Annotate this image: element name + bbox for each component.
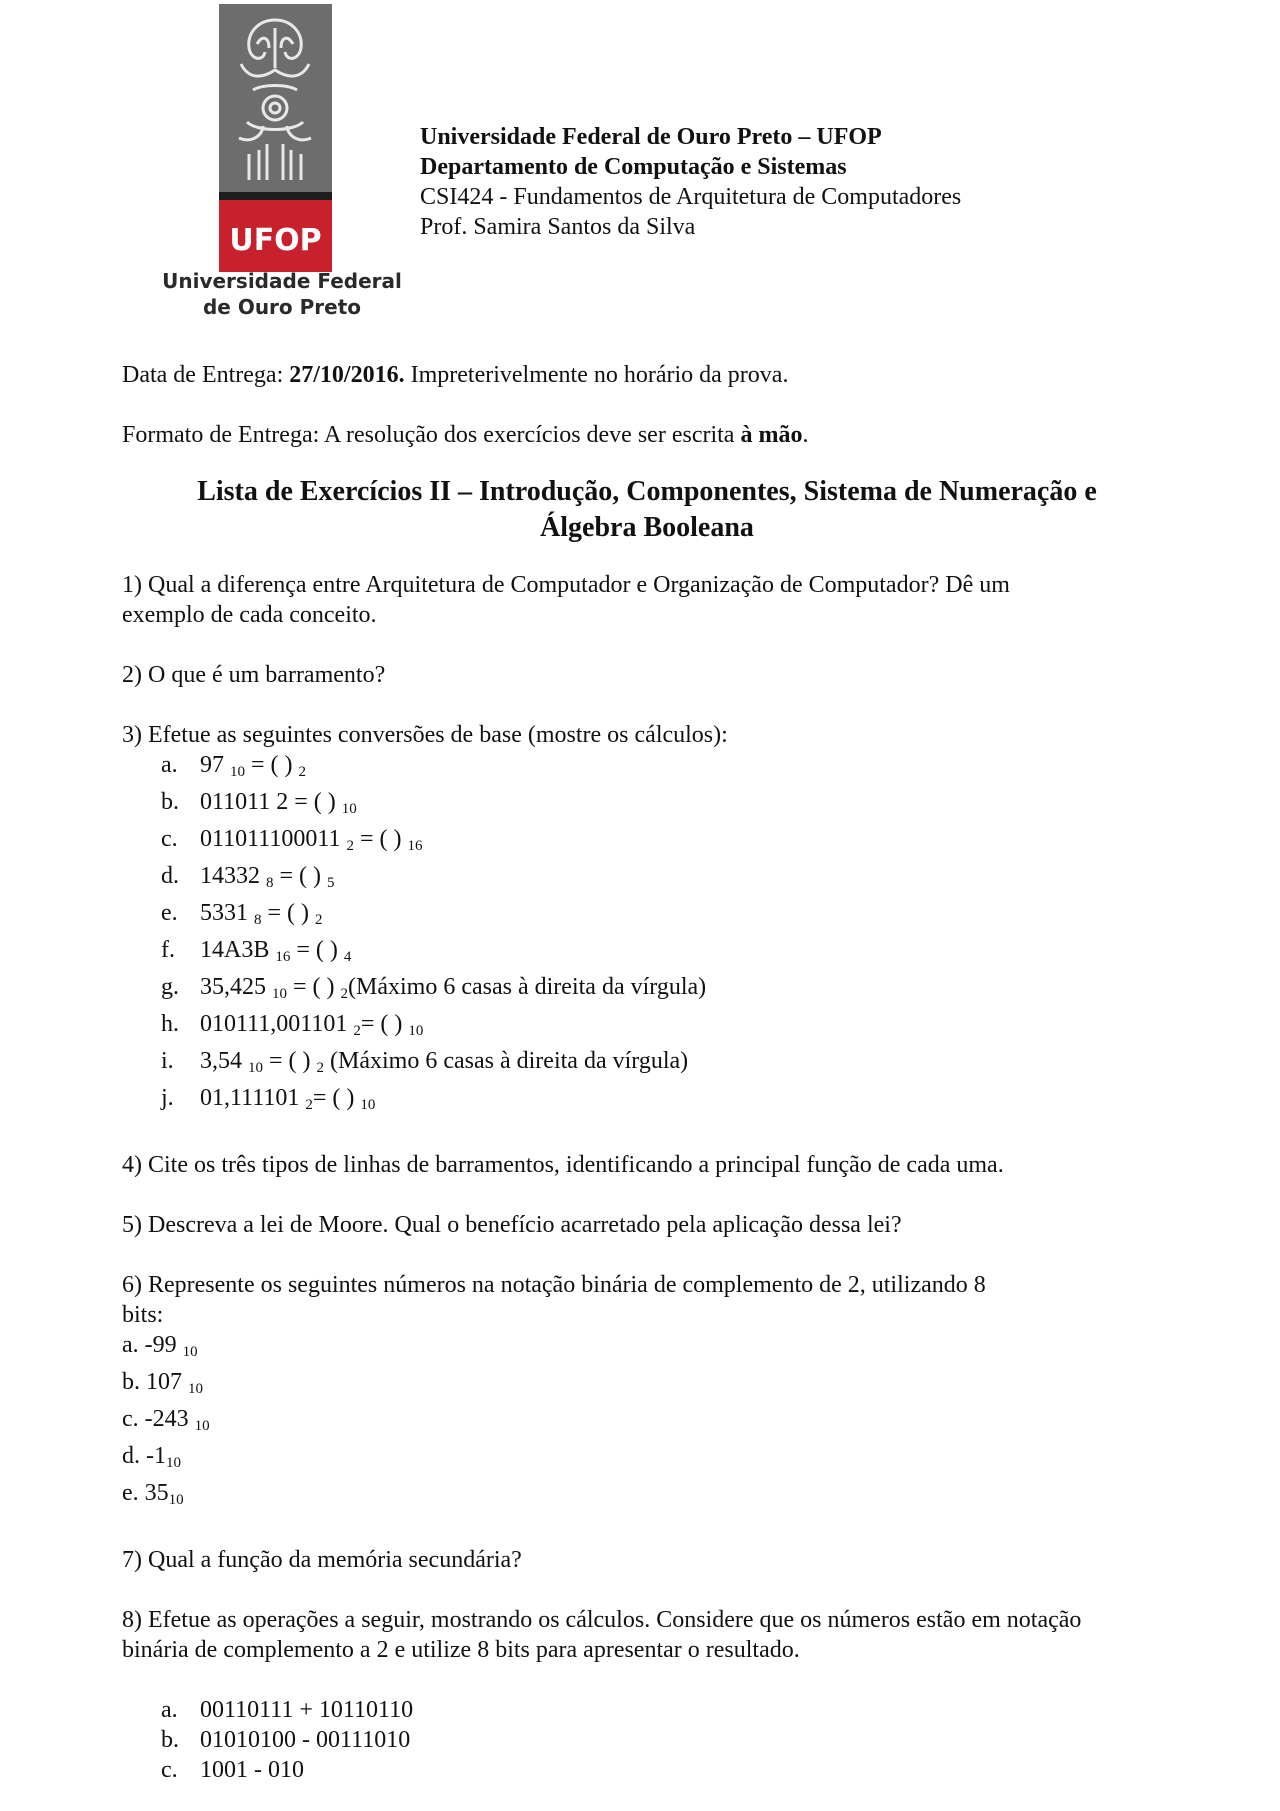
question-3-items	[122, 750, 1172, 1120]
delivery-format: Formato de Entrega: A resolução dos exercícios deve ser escrita à mão.	[122, 422, 809, 448]
list-item: a. 00110111 + 10110110	[161, 1697, 414, 1723]
delivery-date: Data de Entrega: 27/10/2016. Impreterivelmente no horário da prova.	[122, 362, 789, 388]
question-8-items	[122, 1695, 1172, 1785]
question-1: 1) Qual a diferença entre Arquitetura de Computador e Organização de Computador? Dê um exemplo de cada conceito.	[122, 572, 1010, 628]
logo-caption-line1: Universidade Federal	[162, 269, 402, 293]
question-6: 6) Represente os seguintes números na notação binária de complemento de 2, utilizando 8 bits:	[122, 1272, 986, 1328]
ufop-mark-text: UFOP	[229, 223, 322, 258]
question-8: 8) Efetue as operações a seguir, mostrando os cálculos. Considere que os números estão em notação binária de complemento a 2 e utilize 8 bits para apresentar o resultado.	[122, 1607, 1082, 1663]
delivery-date-value: 27/10/2016.	[289, 362, 405, 388]
list-item: j. 01,111101 $_2$= ( ) $_{10}$	[161, 1085, 376, 1113]
department-name: Departamento de Computação e Sistemas	[420, 154, 847, 180]
document-title: Lista de Exercícios II – Introdução, Componentes, Sistema de Numeração e Álgebra Booleana	[197, 476, 1097, 543]
list-item: c. 011011100011 $_2$ = ( ) $_{16}$	[161, 826, 423, 854]
list-item: i. 3,54 $_{10}$ = ( ) $_2$ (Máximo 6 casas à direita da vírgula)	[161, 1048, 689, 1076]
question-2: 2) O que é um barramento?	[122, 662, 386, 688]
professor-name: Prof. Samira Santos da Silva	[420, 214, 696, 240]
institution-header	[420, 122, 961, 242]
question-7: 7) Qual a função da memória secundária?	[122, 1547, 522, 1573]
logo-caption-line2: de Ouro Preto	[202, 295, 362, 319]
list-item: d. $-1_{10}$	[122, 1443, 181, 1471]
list-item: c. 1001 - 010	[161, 1757, 304, 1783]
list-item: f. 14A3B $_{16}$ = ( ) $_4$	[161, 937, 352, 965]
university-name: Universidade Federal de Ouro Preto – UFOP	[420, 124, 882, 150]
course-name: CSI424 - Fundamentos de Arquitetura de Computadores	[420, 184, 962, 210]
list-item: g. 35,425 $_{10}$ = ( ) $_2$(Máximo 6 casas à direita da vírgula)	[161, 974, 707, 1002]
question-4: 4) Cite os três tipos de linhas de barramentos, identificando a principal função de cada uma.	[122, 1152, 1004, 1178]
list-item: c. -243 $_{10}$	[122, 1406, 210, 1434]
list-item: b. 011011 2 = ( ) $_{10}$	[161, 789, 357, 817]
list-item: h. 010111,001101 $_2$= ( ) $_{10}$	[161, 1011, 424, 1039]
list-item: d. 14332 $_8$ = ( ) $_5$	[161, 863, 335, 891]
delivery-format-value: à mão	[740, 422, 803, 448]
logo-caption	[162, 268, 402, 320]
list-item: a. 97 $_{10}$ = ( ) $_2$	[161, 752, 307, 780]
list-item: a. -99 $_{10}$	[122, 1332, 198, 1360]
list-item: b. 107 $_{10}$	[122, 1369, 203, 1397]
question-5: 5) Descreva a lei de Moore. Qual o benefício acarretado pela aplicação dessa lei?	[122, 1212, 902, 1238]
ufop-logo	[162, 4, 402, 324]
ufop-seal-icon	[219, 4, 332, 274]
question-3: 3) Efetue as seguintes conversões de base (mostre os cálculos):	[122, 722, 728, 748]
list-item: e. $35_{10}$	[122, 1480, 184, 1508]
question-6-items	[122, 1330, 1172, 1515]
list-item: e. 5331 $_8$ = ( ) $_2$	[161, 900, 323, 928]
list-item: b. 01010100 - 00111010	[161, 1727, 411, 1753]
document-body	[122, 360, 1172, 1785]
